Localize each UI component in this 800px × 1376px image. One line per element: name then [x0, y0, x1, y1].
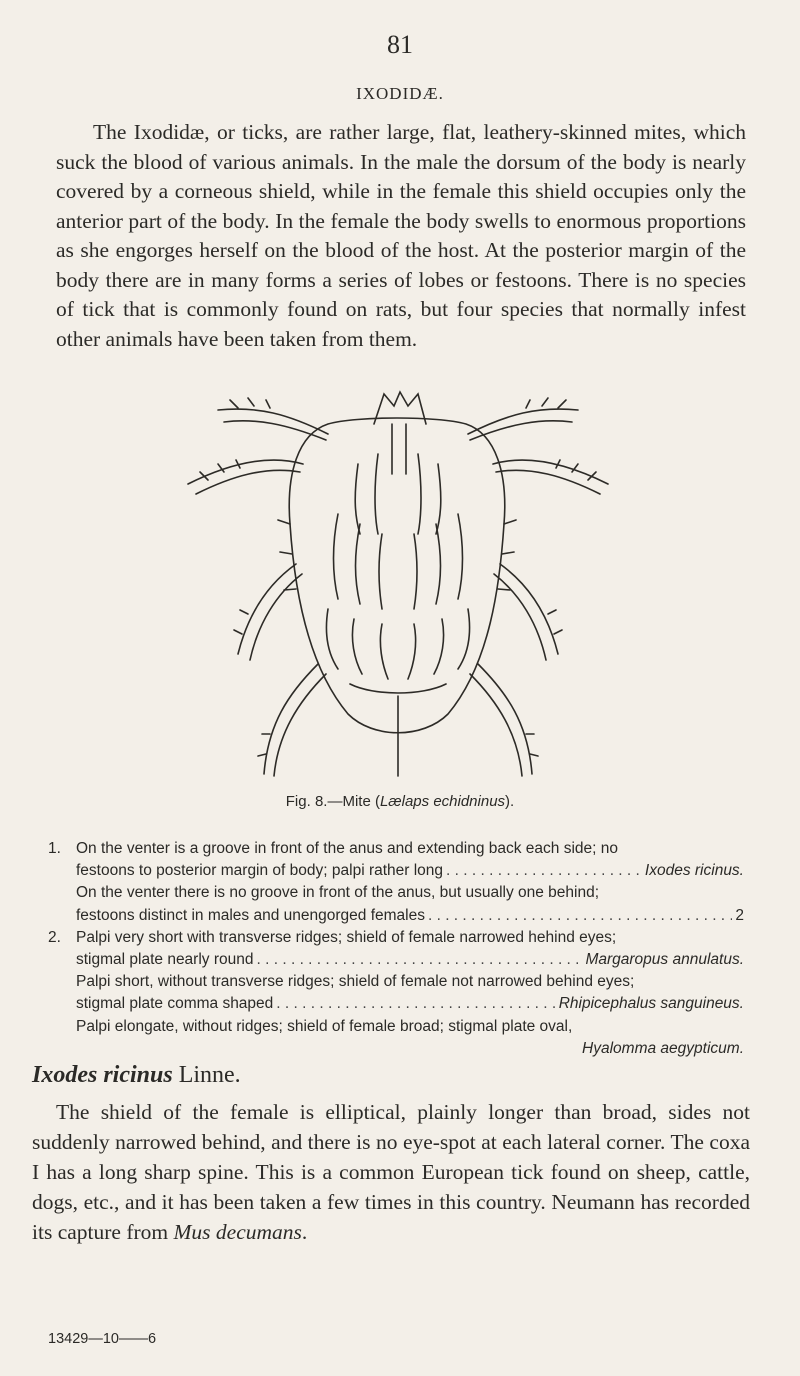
key-result: Ixodes ricinus. [644, 862, 744, 880]
key-lead-line [76, 905, 744, 927]
leader-dots [276, 993, 555, 1015]
mite-leg-right-1 [468, 409, 578, 440]
mite-figure [178, 384, 618, 784]
mite-mouthparts [374, 392, 426, 424]
figure-caption [0, 793, 800, 810]
intro-paragraph: The Ixodidæ, or ticks, are rather large, flat, leathery-skinned mites, which suck the blood of various animals. In the male the dorsum of the body is nearly covered by a corneous shield, while in the female this shield occupies only the anterior part of the body. In the female the body swells to enormous proportions as she engorges herself on the blood of the host. At the posterior margin of the body there are in many forms a series of lobes or festoons. There is no species of tick that is commonly found on rats, but four species that normally infest other animals have been taken from them. [56, 120, 746, 351]
section-heading: IXODIDÆ. [356, 84, 444, 103]
mite-leg-left-4 [264, 664, 326, 776]
species-name: Ixodes ricinus [32, 1062, 173, 1088]
key-text: Palpi very short with transverse ridges; shield of female narrowed hehind eyes; [76, 928, 617, 946]
caption-species: Lælaps echidninus [379, 793, 506, 810]
species-text-part-2: . [301, 1220, 308, 1244]
printer-mark: 13429—10——6 [48, 1331, 157, 1347]
mite-leg-right-4 [470, 664, 532, 776]
species-heading [32, 1062, 241, 1089]
key-result: 2 [735, 906, 744, 924]
key-number: 2. [48, 928, 61, 946]
key-couplet-1 [48, 838, 744, 927]
identification-key [48, 838, 744, 1060]
key-lead-text: stigmal plate comma shaped [76, 995, 274, 1013]
key-result: Margaropus annulatus. [585, 951, 744, 969]
leader-dots [257, 949, 583, 971]
mite-leg-left-3 [238, 564, 302, 660]
key-result: Rhipicephalus sanguineus. [558, 995, 744, 1013]
mite-illustration [178, 384, 618, 784]
key-text: Palpi short, without transverse ridges; shield of female not narrowed behind eyes; [76, 973, 635, 991]
leader-dots [428, 905, 732, 927]
key-lead-line [76, 993, 744, 1015]
species-text-part-1: The shield of the female is elliptical, plainly longer than broad, sides not suddenly narrowed behind, and there is no eye-spot at each lateral corner. The coxa I has a long sharp spine. This is a common European tick found on sheep, cattle, dogs, etc., and it has been taken a few times in this country. Neumann has recorded its capture from [32, 1100, 750, 1244]
species-author: Linne. [172, 1062, 241, 1088]
key-lead-text: festoons to posterior margin of body; palpi rather long [76, 862, 444, 880]
leader-dots [446, 860, 642, 882]
key-lead-line [76, 860, 744, 882]
key-lead-text: stigmal plate nearly round [76, 951, 254, 969]
key-lead-line [76, 949, 744, 971]
mite-leg-right-3 [494, 564, 558, 660]
host-name: Mus decumans [173, 1220, 302, 1244]
species-description [32, 1097, 750, 1247]
key-couplet-2 [48, 927, 744, 1060]
caption-prefix: Fig. 8.—Mite ( [285, 793, 380, 810]
mite-body-outline [289, 418, 504, 733]
mite-leg-left-1 [218, 409, 328, 440]
key-lead-text: festoons distinct in males and unengorged females [76, 906, 425, 924]
caption-suffix: ). [505, 793, 515, 810]
page-number: 81 [387, 30, 413, 59]
key-text: Palpi elongate, without ridges; shield of female broad; stigmal plate oval, [76, 1017, 573, 1035]
key-result: Hyalomma aegypticum. [582, 1039, 744, 1057]
key-text: On the venter is a groove in front of the anus and extending back each side; no [76, 840, 618, 857]
key-text: On the venter there is no groove in front of the anus, but usually one behind; [76, 884, 600, 902]
key-number: 1. [48, 840, 61, 857]
